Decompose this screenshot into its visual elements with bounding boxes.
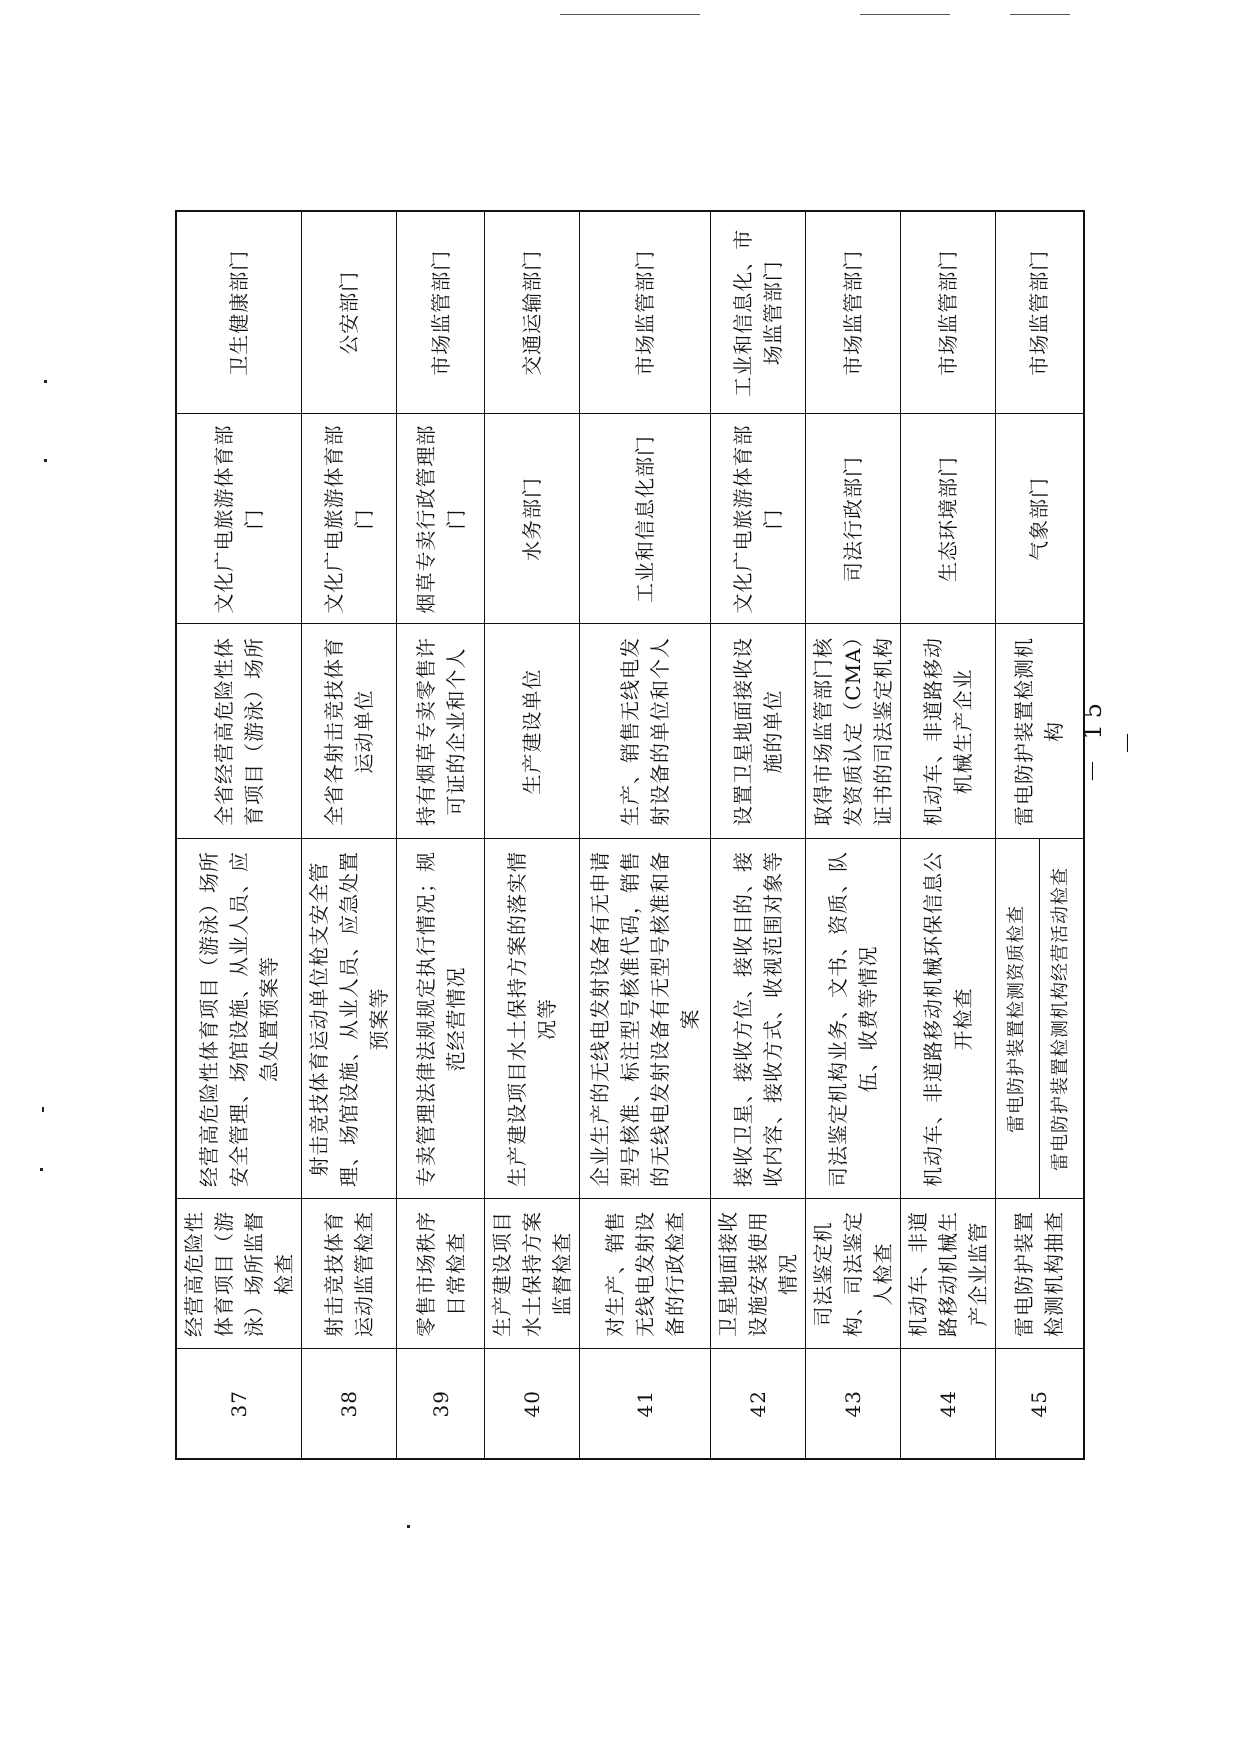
primary-department: 烟草专卖行政管理部门: [397, 414, 485, 624]
row-number: 44: [901, 1349, 996, 1459]
joint-department: 市场监管部门: [397, 211, 485, 414]
scan-top-rule: [860, 14, 950, 15]
primary-department: 气象部门: [996, 414, 1084, 624]
scan-dot: [40, 1168, 43, 1171]
check-content: 机动车、非道路移动机械环保信息公开检查: [901, 839, 996, 1199]
scan-dot: [407, 1525, 410, 1528]
table-row: [996, 211, 1084, 1459]
scan-dot: [42, 1107, 44, 1112]
check-content: 生产建设项目水土保持方案的落实情况等: [485, 839, 580, 1199]
page-number: － 15 －: [1079, 696, 1142, 784]
check-item: 生产建设项目水土保持方案监督检查: [485, 1199, 580, 1349]
primary-department: 文化广电旅游体育部门: [711, 414, 806, 624]
table-row: [711, 211, 806, 1459]
row-number: 43: [806, 1349, 901, 1459]
check-content-part: 雷电防护装置检测机构经营活动检查: [1039, 840, 1083, 1199]
check-item: 卫星地面接收设施安装使用情况: [711, 1199, 806, 1349]
inspection-items-table: [175, 210, 1085, 1460]
row-number: 38: [302, 1349, 397, 1459]
check-item: 机动车、非道路移动机械生产企业监管: [901, 1199, 996, 1349]
check-content-part: 雷电防护装置检测资质检查: [1006, 905, 1028, 1133]
check-content-split: [996, 839, 1084, 1199]
check-object: 持有烟草专卖零售许可证的企业和个人: [397, 624, 485, 839]
primary-department: 水务部门: [485, 414, 580, 624]
row-number: 37: [176, 1349, 302, 1459]
table-row: [901, 211, 996, 1459]
primary-department: 工业和信息化部门: [580, 414, 711, 624]
check-object: 生产建设单位: [485, 624, 580, 839]
row-number: 39: [397, 1349, 485, 1459]
joint-department: 市场监管部门: [580, 211, 711, 414]
joint-department: 卫生健康部门: [176, 211, 302, 414]
primary-department: 生态环境部门: [901, 414, 996, 624]
scan-top-rule: [1010, 14, 1070, 15]
check-item: 零售市场秩序日常检查: [397, 1199, 485, 1349]
table-row: [302, 211, 397, 1459]
check-object: 雷电防护装置检测机构: [996, 624, 1084, 839]
check-object: 生产、销售无线电发射设备的单位和个人: [580, 624, 711, 839]
check-item: 经营高危险性体育项目（游泳）场所监督检查: [176, 1199, 302, 1349]
joint-department: 工业和信息化、市场监管部门: [711, 211, 806, 414]
table-row: [176, 211, 302, 1459]
table-row: [397, 211, 485, 1459]
check-content: 接收卫星、接收方位、接收目的、接收内容、接收方式、收视范围对象等: [711, 839, 806, 1199]
row-number: 40: [485, 1349, 580, 1459]
joint-department: 市场监管部门: [901, 211, 996, 414]
check-object: 设置卫星地面接收设施的单位: [711, 624, 806, 839]
rotated-table-container: [175, 212, 1072, 1460]
check-object: 机动车、非道路移动机械生产企业: [901, 624, 996, 839]
check-object: 全省经营高危险性体育项目（游泳）场所: [176, 624, 302, 839]
row-number: 42: [711, 1349, 806, 1459]
table-row: [485, 211, 580, 1459]
check-content: 司法鉴定机构业务、文书、资质、队伍、收费等情况: [806, 839, 901, 1199]
check-item: 司法鉴定机构、司法鉴定人检查: [806, 1199, 901, 1349]
primary-department: 司法行政部门: [806, 414, 901, 624]
table-row: [806, 211, 901, 1459]
check-content: 专卖管理法律法规规定执行情况；规范经营情况: [397, 839, 485, 1199]
joint-department: 市场监管部门: [806, 211, 901, 414]
check-item: 对生产、销售无线电发射设备的行政检查: [580, 1199, 711, 1349]
table-row: [580, 211, 711, 1459]
primary-department: 文化广电旅游体育部门: [302, 414, 397, 624]
check-content: 经营高危险性体育项目（游泳）场所安全管理、场馆设施、从业人员、应急处置预案等: [176, 839, 302, 1199]
check-item: 射击竞技体育运动监管检查: [302, 1199, 397, 1349]
joint-department: 公安部门: [302, 211, 397, 414]
primary-department: 文化广电旅游体育部门: [176, 414, 302, 624]
joint-department: 市场监管部门: [996, 211, 1084, 414]
check-content: 射击竞技体育运动单位枪支安全管理、场馆设施、从业人员、应急处置预案等: [302, 839, 397, 1199]
scan-dot: [44, 459, 47, 462]
check-item: 雷电防护装置检测机构抽查: [996, 1199, 1084, 1349]
check-object: 取得市场监管部门核发资质认定（CMA）证书的司法鉴定机构: [806, 624, 901, 839]
check-content: 企业生产的无线电发射设备有无申请型号核准、标注型号核准代码，销售的无线电发射设备有无型号核准和备案: [580, 839, 711, 1199]
scan-dot: [44, 380, 47, 383]
scan-top-rule: [560, 14, 700, 15]
row-number: 45: [996, 1349, 1084, 1459]
check-object: 全省各射击竞技体育运动单位: [302, 624, 397, 839]
row-number: 41: [580, 1349, 711, 1459]
joint-department: 交通运输部门: [485, 211, 580, 414]
